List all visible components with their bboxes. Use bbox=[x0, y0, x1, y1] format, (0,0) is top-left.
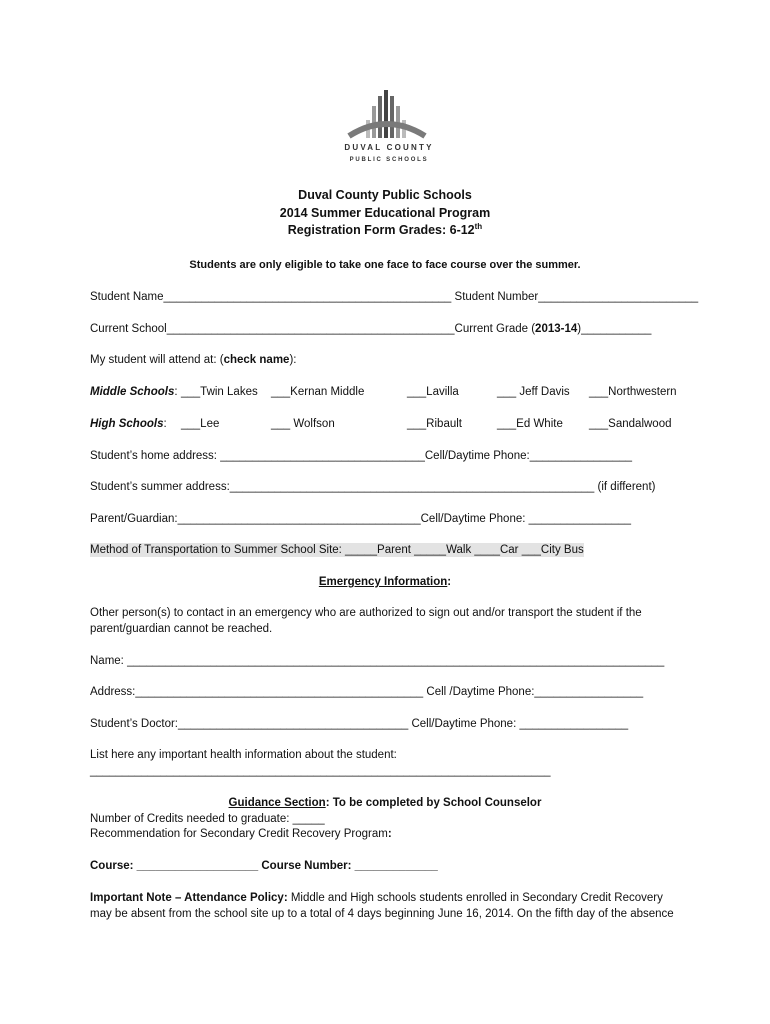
current-grade-blank: )___________ bbox=[577, 323, 652, 335]
health-info-label: List here any important health information about the student: bbox=[90, 749, 397, 761]
credits-line[interactable]: Number of Credits needed to graduate: _____ bbox=[90, 813, 325, 825]
emergency-text-1: Other person(s) to contact in an emergency who are authorized to sign out and/or transport the student if the bbox=[90, 607, 642, 619]
emergency-heading-text: Emergency Information bbox=[318, 576, 448, 588]
attend-line bbox=[90, 353, 296, 367]
attendance-note-2: may be absent from the school site up to a total of 4 days beginning June 16, 2014. On the fifth day of the absence bbox=[90, 908, 674, 920]
title-line2: 2014 Summer Educational Program bbox=[279, 206, 491, 220]
emergency-name-line[interactable]: Name: ____________________________________________________________________________________ bbox=[90, 655, 665, 667]
school-option-ribault[interactable]: ___Ribault bbox=[407, 418, 462, 430]
guidance-heading bbox=[0, 796, 770, 810]
guidance-heading-text: Guidance Section bbox=[228, 797, 326, 809]
school-option-lavilla[interactable]: ___Lavilla bbox=[407, 386, 459, 398]
parent-guardian-line[interactable]: Parent/Guardian:______________________________________Cell/Daytime Phone: ________________ bbox=[90, 513, 631, 525]
attend-close: ): bbox=[289, 354, 297, 366]
title-sup: th bbox=[474, 221, 483, 231]
emergency-heading-colon: : bbox=[447, 576, 452, 588]
school-option-sandalwood[interactable]: ___Sandalwood bbox=[589, 418, 672, 430]
transportation-line[interactable]: Method of Transportation to Summer School Site: _____Parent _____Walk ____Car ___City Bus bbox=[90, 544, 584, 556]
attendance-note-text: Middle and High schools students enrolled in Secondary Credit Recovery bbox=[287, 892, 663, 904]
guidance-subheading: : To be completed by School Counselor bbox=[325, 797, 542, 809]
summer-address-line[interactable]: Student’s summer address:_________________________________________________________ (if different) bbox=[90, 481, 656, 493]
emergency-heading bbox=[0, 575, 770, 589]
school-option-twin-lakes[interactable]: ___Twin Lakes bbox=[181, 386, 258, 398]
middle-schools-label bbox=[90, 385, 178, 399]
high-schools-label bbox=[90, 417, 167, 431]
course-line[interactable]: Course: ___________________ Course Number: _____________ bbox=[90, 860, 438, 872]
middle-schools-title: Middle Schools bbox=[90, 386, 175, 398]
student-name-line[interactable]: Student Name_____________________________________________ Student Number_________________________ bbox=[90, 291, 699, 303]
current-school-text: Current School_____________________________________________Current Grade ( bbox=[90, 323, 536, 335]
doctor-line[interactable]: Student’s Doctor:____________________________________ Cell/Daytime Phone: _________________ bbox=[90, 718, 629, 730]
current-school-line[interactable] bbox=[90, 322, 651, 336]
school-option-lee[interactable]: ___Lee bbox=[181, 418, 220, 430]
high-schools-title: High Schools bbox=[90, 418, 164, 430]
recommendation-text: Recommendation for Secondary Credit Recovery Program bbox=[90, 828, 388, 840]
school-option-kernan-middle[interactable]: ___Kernan Middle bbox=[271, 386, 365, 398]
school-option-northwestern[interactable]: ___Northwestern bbox=[589, 386, 677, 398]
title-grades: Registration Form Grades: 6-12 bbox=[287, 223, 475, 237]
recommendation-line bbox=[90, 827, 392, 841]
home-address-line[interactable]: Student’s home address: ________________________________Cell/Daytime Phone:________________ bbox=[90, 450, 633, 462]
title-line3 bbox=[0, 223, 770, 237]
emergency-text-2: parent/guardian cannot be reached. bbox=[90, 623, 273, 635]
current-grade-year: 2013-14 bbox=[535, 323, 578, 335]
title-line1: Duval County Public Schools bbox=[298, 188, 472, 202]
emergency-address-line[interactable]: Address:_____________________________________________ Cell /Daytime Phone:_________________ bbox=[90, 686, 644, 698]
attendance-note-label: Important Note – Attendance Policy: bbox=[90, 892, 288, 904]
attend-bold: check name bbox=[223, 354, 290, 366]
attend-text: My student will attend at: ( bbox=[90, 354, 224, 366]
eligibility-notice: Students are only eligible to take one face to face course over the summer. bbox=[189, 259, 581, 271]
health-info-line[interactable]: ________________________________________________________________________ bbox=[90, 765, 551, 777]
high-schools-colon: : bbox=[163, 418, 167, 430]
middle-schools-colon: : bbox=[174, 386, 178, 398]
recommendation-colon: : bbox=[387, 828, 392, 840]
school-option-jeff-davis[interactable]: ___ Jeff Davis bbox=[497, 386, 570, 398]
school-option-ed-white[interactable]: ___Ed White bbox=[497, 418, 563, 430]
school-option-wolfson[interactable]: ___ Wolfson bbox=[271, 418, 335, 430]
logo-line2: PUBLIC SCHOOLS bbox=[349, 157, 429, 163]
attendance-note-1 bbox=[90, 891, 663, 905]
logo-line1: DUVAL COUNTY bbox=[344, 143, 434, 152]
